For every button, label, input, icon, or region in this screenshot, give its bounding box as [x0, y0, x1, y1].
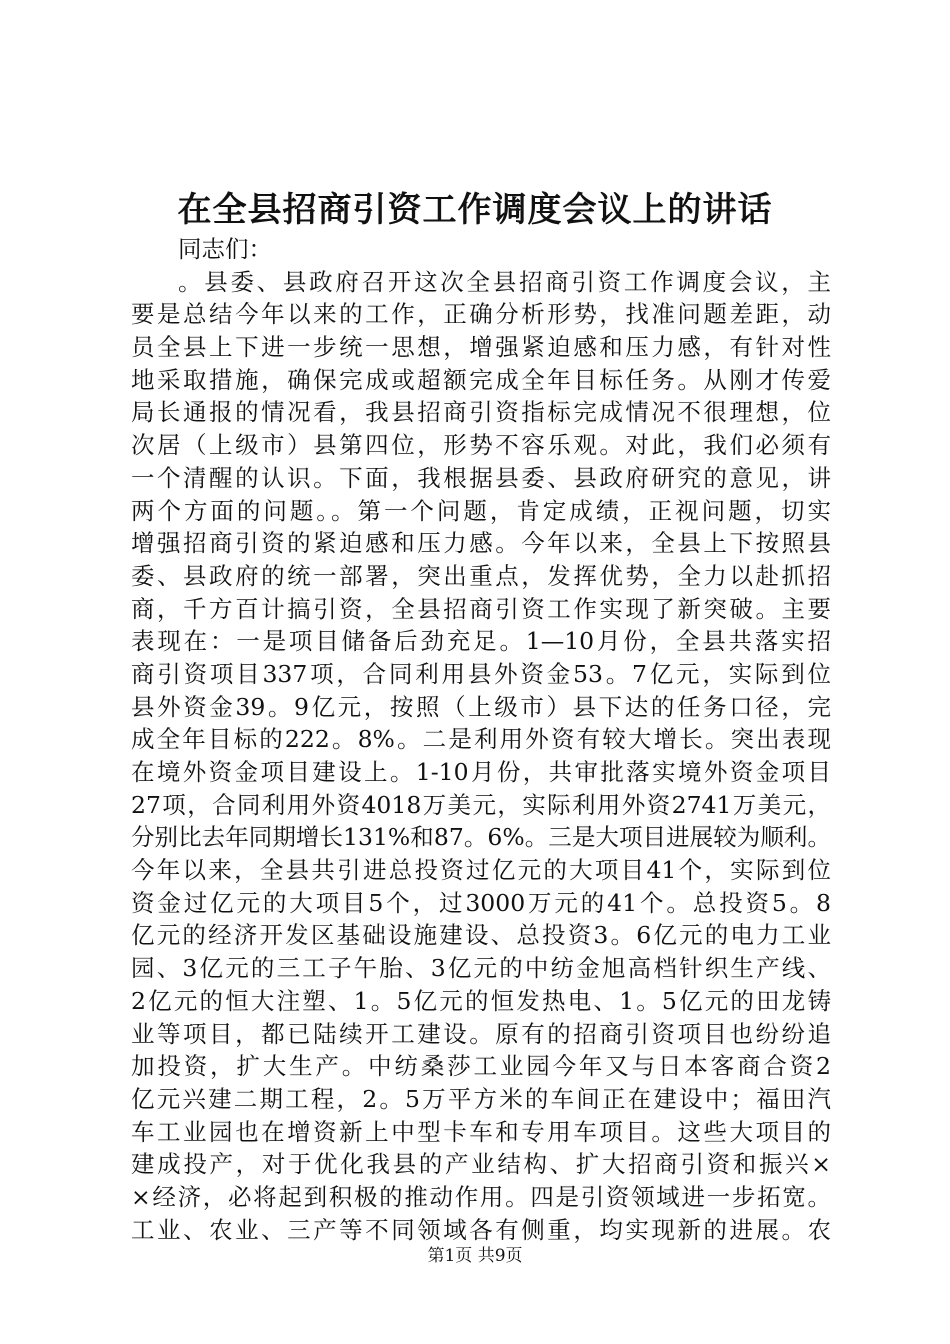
salutation-line: 同志们： [178, 235, 272, 263]
body-line: 在境外资金项目建设上。1-10月份，共审批落实境外资金项目 [131, 758, 831, 786]
body-line: 工业、农业、三产等不同领域各有侧重，均实现新的进展。农 [131, 1215, 831, 1244]
body-line: 分别比去年同期增长131%和87。6%。三是大项目进展较为顺利。 [131, 823, 831, 852]
body-line: 县外资金39。9亿元，按照（上级市）县下达的任务口径，完 [131, 692, 831, 721]
body-line: 表现在：一是项目储备后劲充足。1—10月份，全县共落实招 [131, 627, 831, 656]
body-line: 局长通报的情况看，我县招商引资指标完成情况不很理想，位 [131, 398, 831, 427]
body-line: 建成投产，对于优化我县的产业结构、扩大招商引资和振兴× [131, 1150, 831, 1179]
body-line: 加投资，扩大生产。中纺桑莎工业园今年又与日本客商合资2 [131, 1052, 831, 1081]
body-line: 商引资项目337项，合同利用县外资金53。7亿元，实际到位 [131, 659, 831, 688]
body-line: 增强招商引资的紧迫感和压力感。今年以来，全县上下按照县 [131, 529, 831, 558]
body-line: 业等项目，都已陆续开工建设。原有的招商引资项目也纷纷追 [131, 1019, 831, 1048]
body-line: 车工业园也在增资新上中型卡车和专用车项目。这些大项目的 [131, 1117, 831, 1146]
body-line: 园、3亿元的三工子午胎、3亿元的中纺金旭高档针织生产线、 [131, 954, 831, 983]
body-line: 要是总结今年以来的工作，正确分析形势，找准问题差距，动 [131, 300, 831, 329]
body-line: 成全年目标的222。8%。二是利用外资有较大增长。突出表现 [131, 725, 831, 754]
body-line: ×经济，必将起到积极的推动作用。四是引资领域进一步拓宽。 [131, 1182, 831, 1211]
body-line: 一个清醒的认识。下面，我根据县委、县政府研究的意见，讲 [131, 463, 831, 492]
body-line: 资金过亿元的大项目5个，过3000万元的41个。总投资5。8 [131, 888, 831, 917]
body-line: 员全县上下进一步统一思想，增强紧迫感和压力感，有针对性 [131, 333, 831, 362]
body-line: 商，千方百计搞引资，全县招商引资工作实现了新突破。主要 [131, 594, 831, 623]
body-line: 今年以来，全县共引进总投资过亿元的大项目41个，实际到位 [131, 856, 831, 885]
document-title: 在全县招商引资工作调度会议上的讲话 [177, 190, 773, 230]
body-line: 亿元兴建二期工程，2。5万平方米的车间正在建设中；福田汽 [131, 1084, 831, 1113]
document-body [131, 233, 831, 1246]
body-line: 次居（上级市）县第四位，形势不容乐观。对此，我们必须有 [131, 431, 831, 460]
body-line: 两个方面的问题。。第一个问题，肯定成绩，正视问题，切实 [131, 496, 831, 525]
body-line: 亿元的经济开发区基础设施建设、总投资3。6亿元的电力工业 [131, 921, 831, 950]
body-line: 27项，合同利用外资4018万美元，实际利用外资2741万美元， [131, 790, 831, 819]
body-line: 2亿元的恒大注塑、1。5亿元的恒发热电、1。5亿元的田龙铸 [131, 986, 831, 1015]
body-line: 。县委、县政府召开这次全县招商引资工作调度会议，主 [178, 267, 831, 296]
body-line: 委、县政府的统一部署，突出重点，发挥优势，全力以赴抓招 [131, 561, 831, 590]
page-number-footer: 第1页 共9页 [427, 1246, 523, 1266]
body-line: 地采取措施，确保完成或超额完成全年目标任务。从刚才传爱 [131, 365, 831, 394]
